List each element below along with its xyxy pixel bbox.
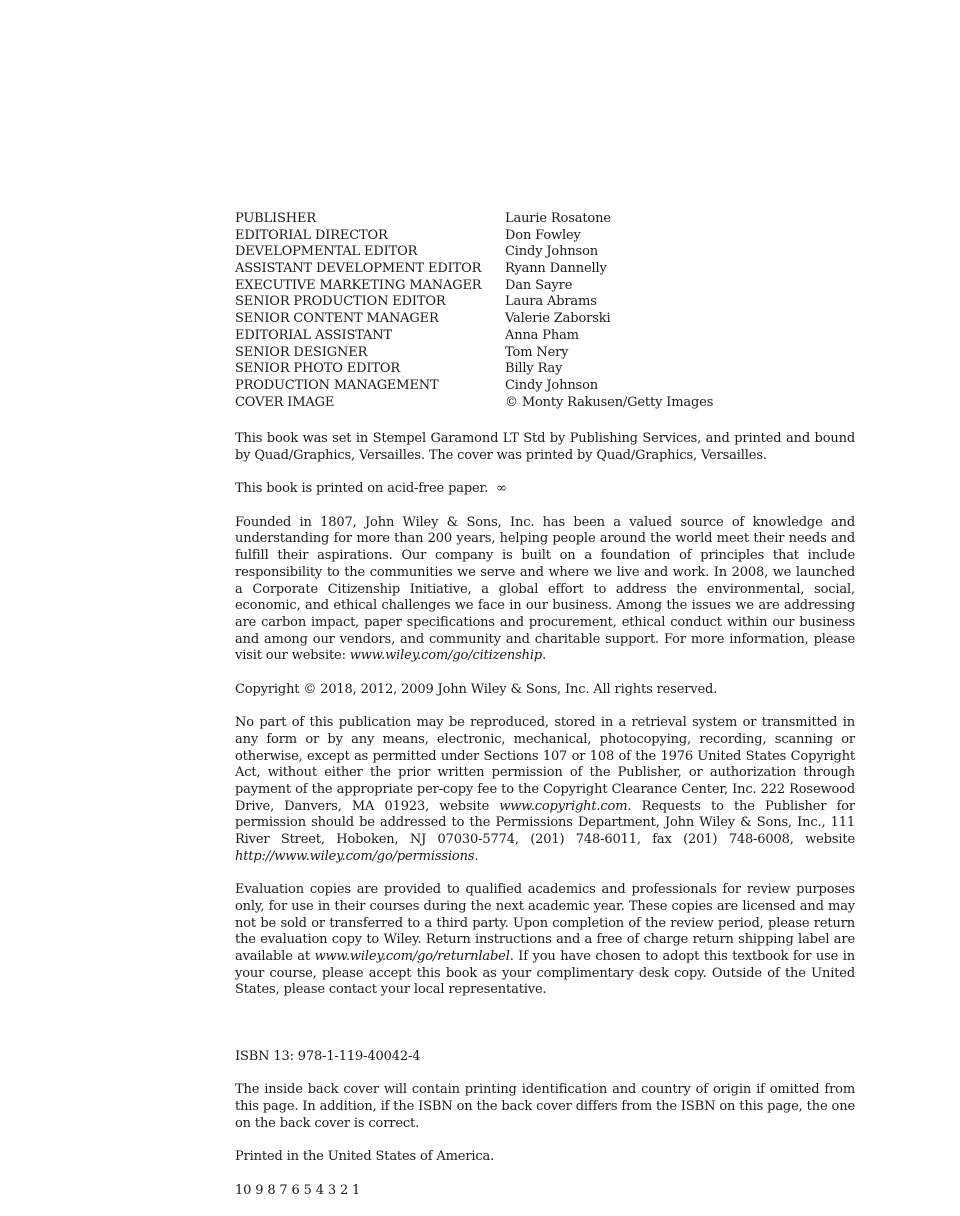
citizenship-text: Founded in 1807, John Wiley & Sons, Inc. has been a valued source of knowledge and understanding for more than 200 years, helping people around the world meet their needs and fulfill their aspirations. Our company is built on a foundation of principles that include responsibility to the communities we serve and where we live and work. In 2008, we launched a Corporate Citizenship Initiative, a global effort to address the environmental, social, economic, and ethical challenges we face in our business. Among the issues we are addressing are carbon impact, paper specifications and procurement, ethical conduct within our business and among our vendors, and community and charitable support. For more information, please visit our website: (235, 514, 855, 664)
copyright-page (235, 211, 855, 1216)
credit-role: PUBLISHER (235, 211, 316, 226)
credit-row (235, 228, 855, 245)
credit-row (235, 328, 855, 345)
evaluation-text-1: Evaluation copies are provided to qualified academics and professionals for review purposes only, for use in their courses during the next academic year. These copies are licensed and may not be sold or transferred to a third party. Upon completion of the review period, please return the evaluation copy to Wiley. Return instructions and a free of charge return shipping label are available at (235, 882, 855, 964)
credit-name: Cindy Johnson (505, 244, 598, 260)
credit-role: SENIOR PHOTO EDITOR (235, 361, 401, 377)
evaluation-text-2: . If you have chosen to adopt this textbook for use in your course, please accept this book as your complimentary desk copy. Outside of the United States, please contact your local representative. (235, 948, 855, 998)
credit-row (235, 244, 855, 261)
credit-role: SENIOR PRODUCTION EDITOR (235, 294, 446, 310)
credit-name: Valerie Zaborski (505, 311, 611, 327)
permissions-text-1: No part of this publication may be reproduced, stored in a retrieval system or transmitted in any form or by any means, electronic, mechanical, photocopying, recording, scanning or otherwise, except as permitted under Sections 107 or 108 of the 1976 United States Copyright Act, without either the prior written permission of the Publisher, or authorization through payment of the appropriate per-copy fee to the Copyright Clearance Center, Inc. 222 Rosewood Drive, Danvers, MA 01923, website (235, 715, 855, 814)
credit-name: Anna Pham (505, 327, 579, 343)
copyright-url: www.copyright.com (499, 798, 628, 814)
credit-row (235, 395, 855, 412)
credit-row (235, 361, 855, 378)
credit-role: DEVELOPMENTAL EDITOR (235, 244, 418, 260)
credit-row (235, 261, 855, 278)
credit-name: Cindy Johnson (505, 377, 598, 393)
citizenship-paragraph (235, 515, 855, 665)
credit-name: Dan Sayre (505, 277, 573, 293)
back-cover-note: The inside back cover will contain printing identification and country of origin if omitted from this page. In addition, if the ISBN on the back cover differs from the ISBN on this page, the one on the back cover is correct. (235, 1082, 855, 1131)
credit-name: © Monty Rakusen/Getty Images (505, 394, 714, 410)
credit-role: SENIOR CONTENT MANAGER (235, 311, 439, 327)
credit-role: SENIOR DESIGNER (235, 344, 368, 360)
printed-in: Printed in the United States of America. (235, 1149, 495, 1165)
permissions-url: http://www.wiley.com/go/permissions (235, 848, 475, 864)
credit-role: EDITORIAL DIRECTOR (235, 227, 388, 243)
credit-row (235, 278, 855, 295)
credit-role: ASSISTANT DEVELOPMENT EDITOR (235, 261, 482, 277)
return-label-url: www.wiley.com/go/returnlabel (314, 948, 510, 964)
paper-note: This book is printed on acid-free paper. (235, 481, 489, 497)
credit-name: Don Fowley (505, 227, 581, 243)
acid-free-symbol: ∞ (496, 481, 507, 497)
credit-name: Ryann Dannelly (505, 261, 607, 277)
credit-role: PRODUCTION MANAGEMENT (235, 377, 439, 393)
credit-row (235, 211, 855, 228)
credit-row (235, 311, 855, 328)
credit-name: Laura Abrams (505, 294, 597, 310)
permissions-paragraph (235, 715, 855, 865)
citizenship-url: www.wiley.com/go/citizenship (349, 648, 543, 664)
evaluation-paragraph (235, 882, 855, 999)
credit-role: EXECUTIVE MARKETING MANAGER (235, 277, 482, 293)
permissions-end: . (474, 848, 479, 864)
credit-name: Tom Nery (505, 344, 569, 360)
paper-note-paragraph (235, 481, 855, 498)
credit-role: COVER IMAGE (235, 394, 335, 410)
copyright-notice: Copyright © 2018, 2012, 2009 John Wiley & Sons, Inc. All rights reserved. (235, 681, 718, 697)
printing-line: 10 9 8 7 6 5 4 3 2 1 (235, 1182, 361, 1198)
credit-role: EDITORIAL ASSISTANT (235, 327, 393, 343)
isbn: ISBN 13: 978-1-119-40042-4 (235, 1049, 421, 1065)
citizenship-end: . (542, 648, 547, 664)
credit-row (235, 294, 855, 311)
credit-row (235, 378, 855, 395)
credit-row (235, 345, 855, 362)
permissions-text-2: . Requests to the Publisher for permission should be addressed to the Permissions Department, John Wiley & Sons, Inc., 111 River Street, Hoboken, NJ 07030-5774, (201) 748-6011, fax (201) 748-6008, website (235, 798, 855, 848)
credits-list (235, 211, 855, 411)
typeset-note: This book was set in Stempel Garamond LT Std by Publishing Services, and printed and bound by Quad/Graphics, Versailles. The cover was printed by Quad/Graphics, Versailles. (235, 431, 855, 463)
credit-name: Billy Ray (505, 361, 563, 377)
credit-name: Laurie Rosatone (505, 211, 611, 226)
